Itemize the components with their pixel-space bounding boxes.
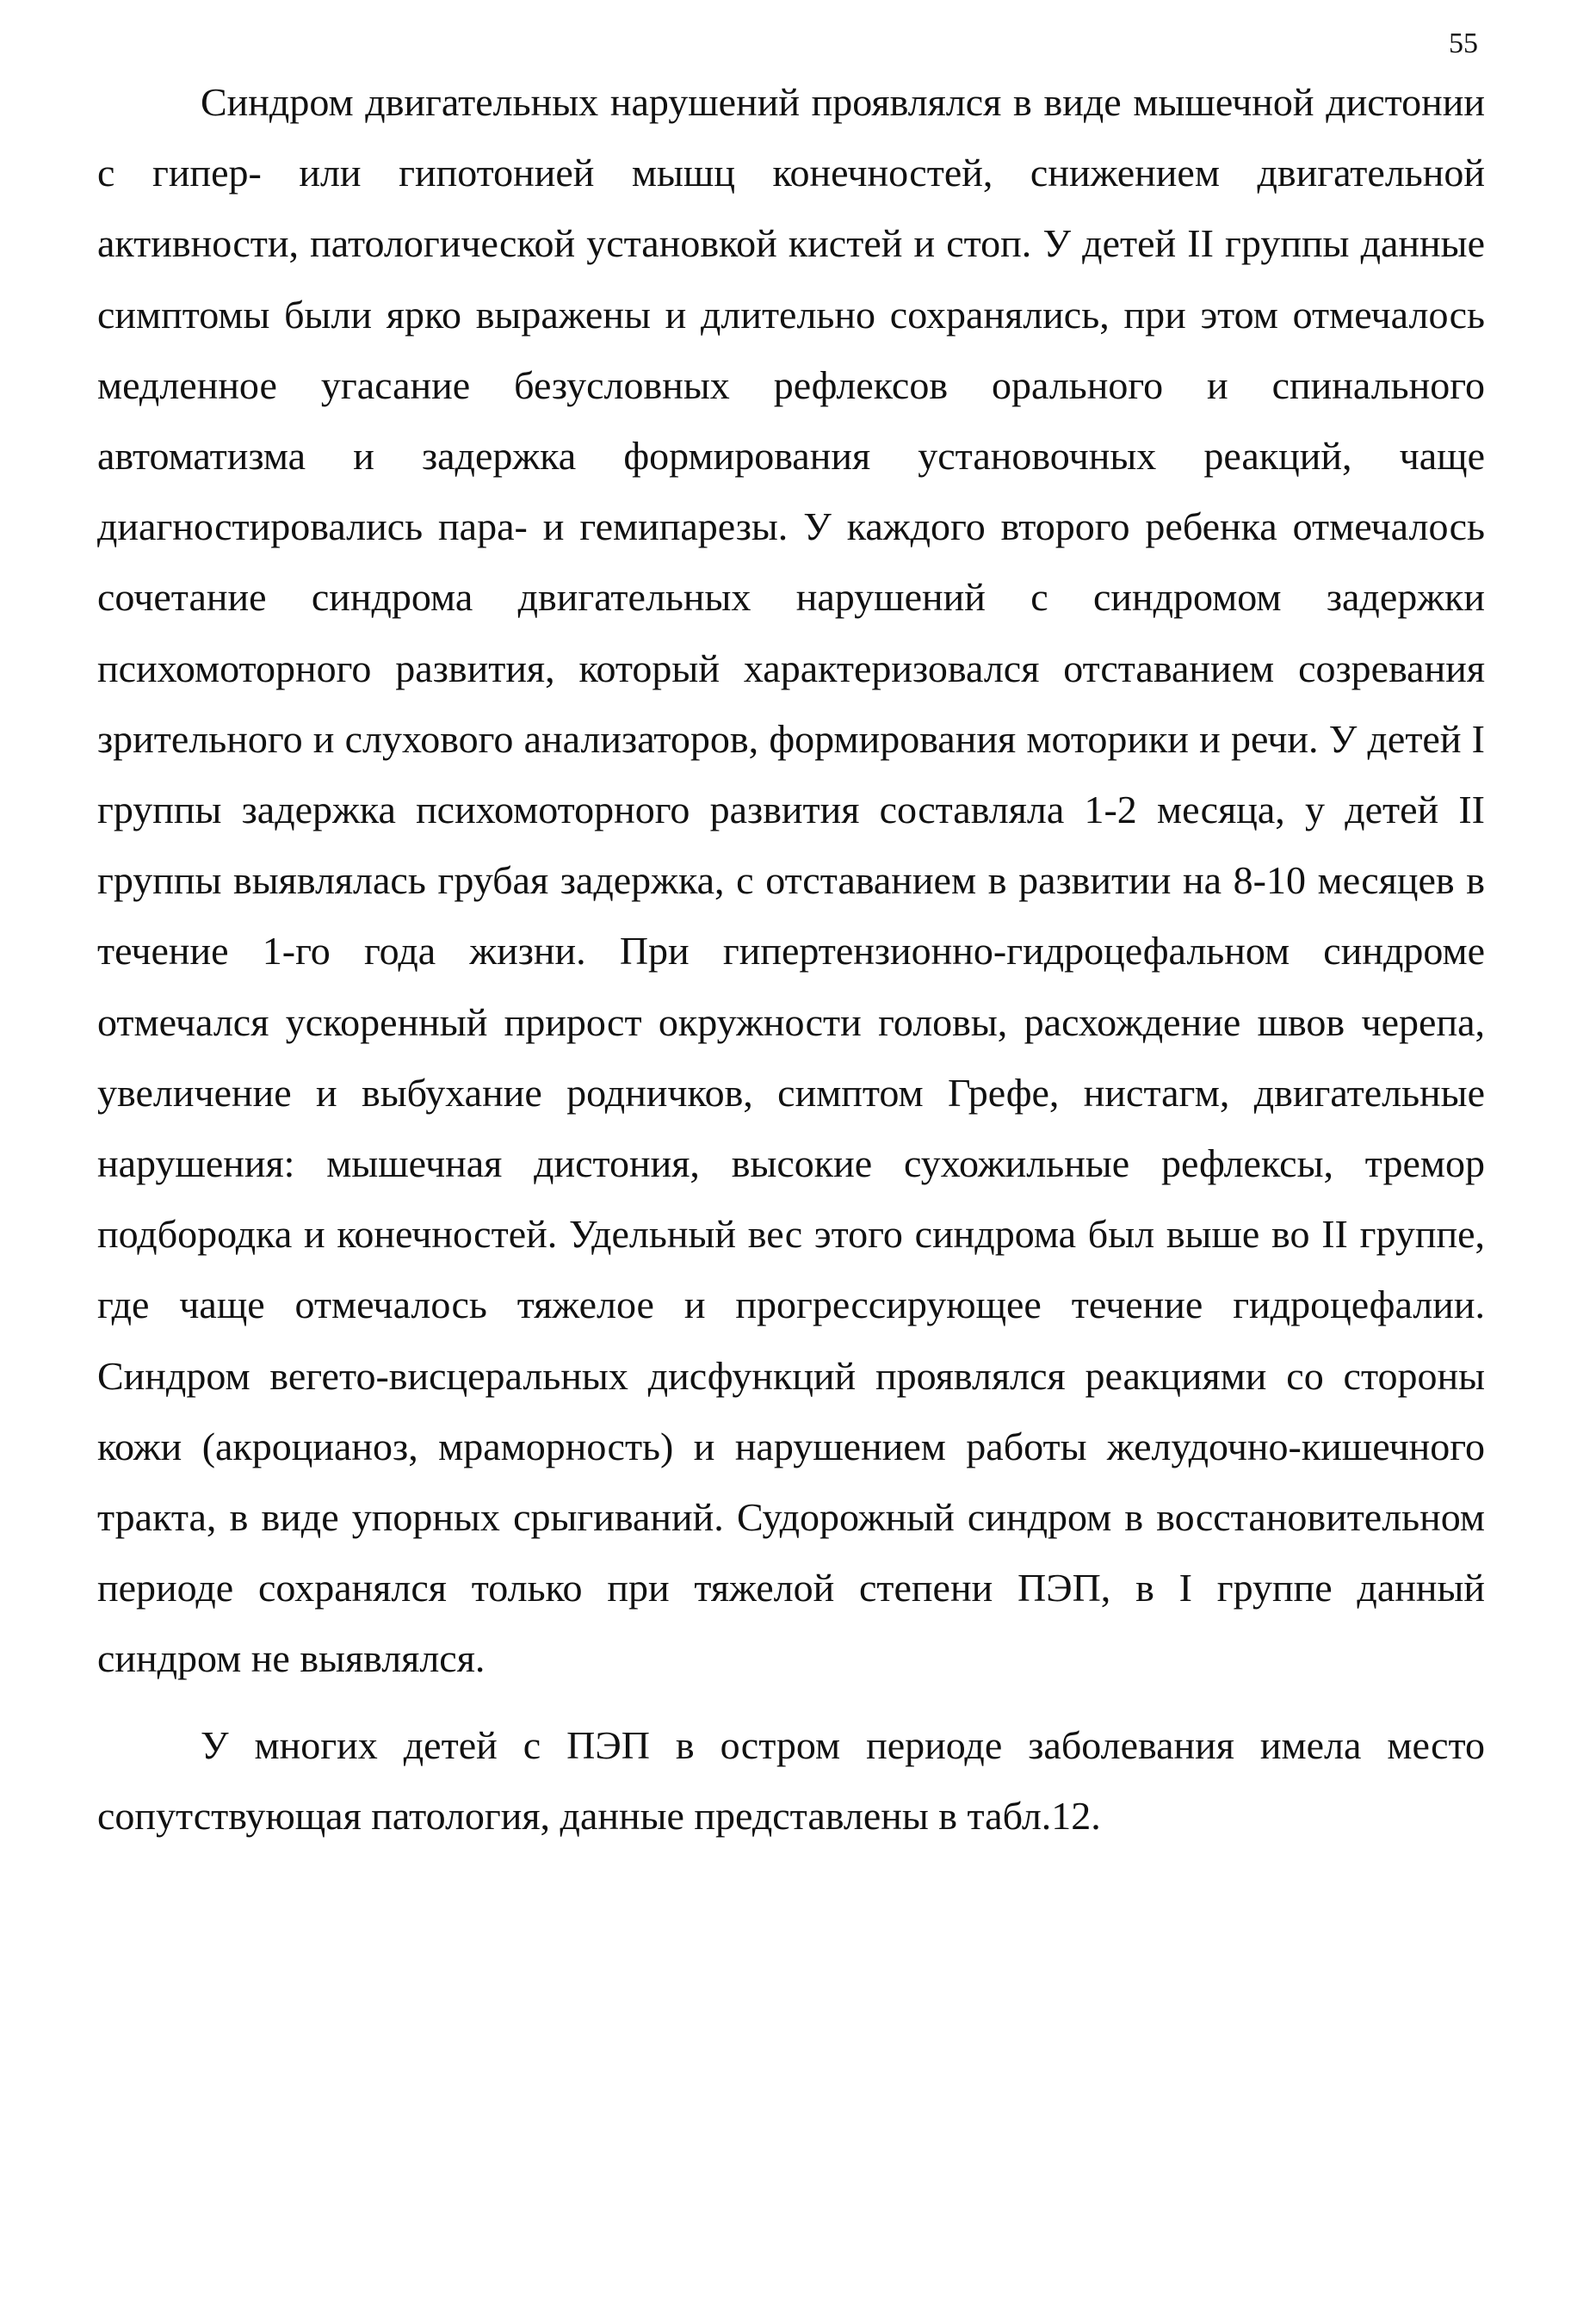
page-number: 55 bbox=[1449, 28, 1478, 59]
body-text bbox=[97, 67, 1485, 1851]
paragraph-comorbidity: У многих детей с ПЭП в остром периоде заболевания имела место сопутствующая патология, данные представлены в табл.12. bbox=[97, 1722, 1485, 1838]
paragraph-syndromes: Синдром двигательных нарушений проявлялся в виде мышечной дистонии с гипер- или гипотонией мышц конечностей, снижением двигательной активности, патологической установкой кистей и стоп. У детей II группы данные симптомы были ярко выражены и длительно сохранялись, при этом отмечалось медленное угасание безусловных рефлексов орального и спинального автоматизма и задержка формирования установочных реакций, чаще диагностировались пара- и гемипарезы. У каждого второго ребенка отмечалось сочетание синдрома двигательных нарушений с синдромом задержки психомоторного развития, который характеризовался отставанием созревания зрительного и слухового анализаторов, формирования моторики и речи. У детей I группы задержка психомоторного развития составляла 1-2 месяца, у детей II группы выявлялась грубая задержка, с отставанием в развитии на 8-10 месяцев в течение 1-го года жизни. При гипертензионно-гидроцефальном синдроме отмечался ускоренный прирост окружности головы, расхождение швов черепа, увеличение и выбухание родничков, симптом Грефе, нистагм, двигательные нарушения: мышечная дистония, высокие сухожильные рефлексы, тремор подбородка и конечностей. Удельный вес этого синдрома был выше во II группе, где чаще отмечалось тяжелое и прогрессирующее течение гидроцефалии. Синдром вегето-висцеральных дисфункций проявлялся реакциями со стороны кожи (акроцианоз, мраморность) и нарушением работы желудочно-кишечного тракта, в виде упорных срыгиваний. Судорожный синдром в восстановительном периоде сохранялся только при тяжелой степени ПЭП, в I группе данный синдром не выявлялся. bbox=[97, 80, 1485, 1681]
